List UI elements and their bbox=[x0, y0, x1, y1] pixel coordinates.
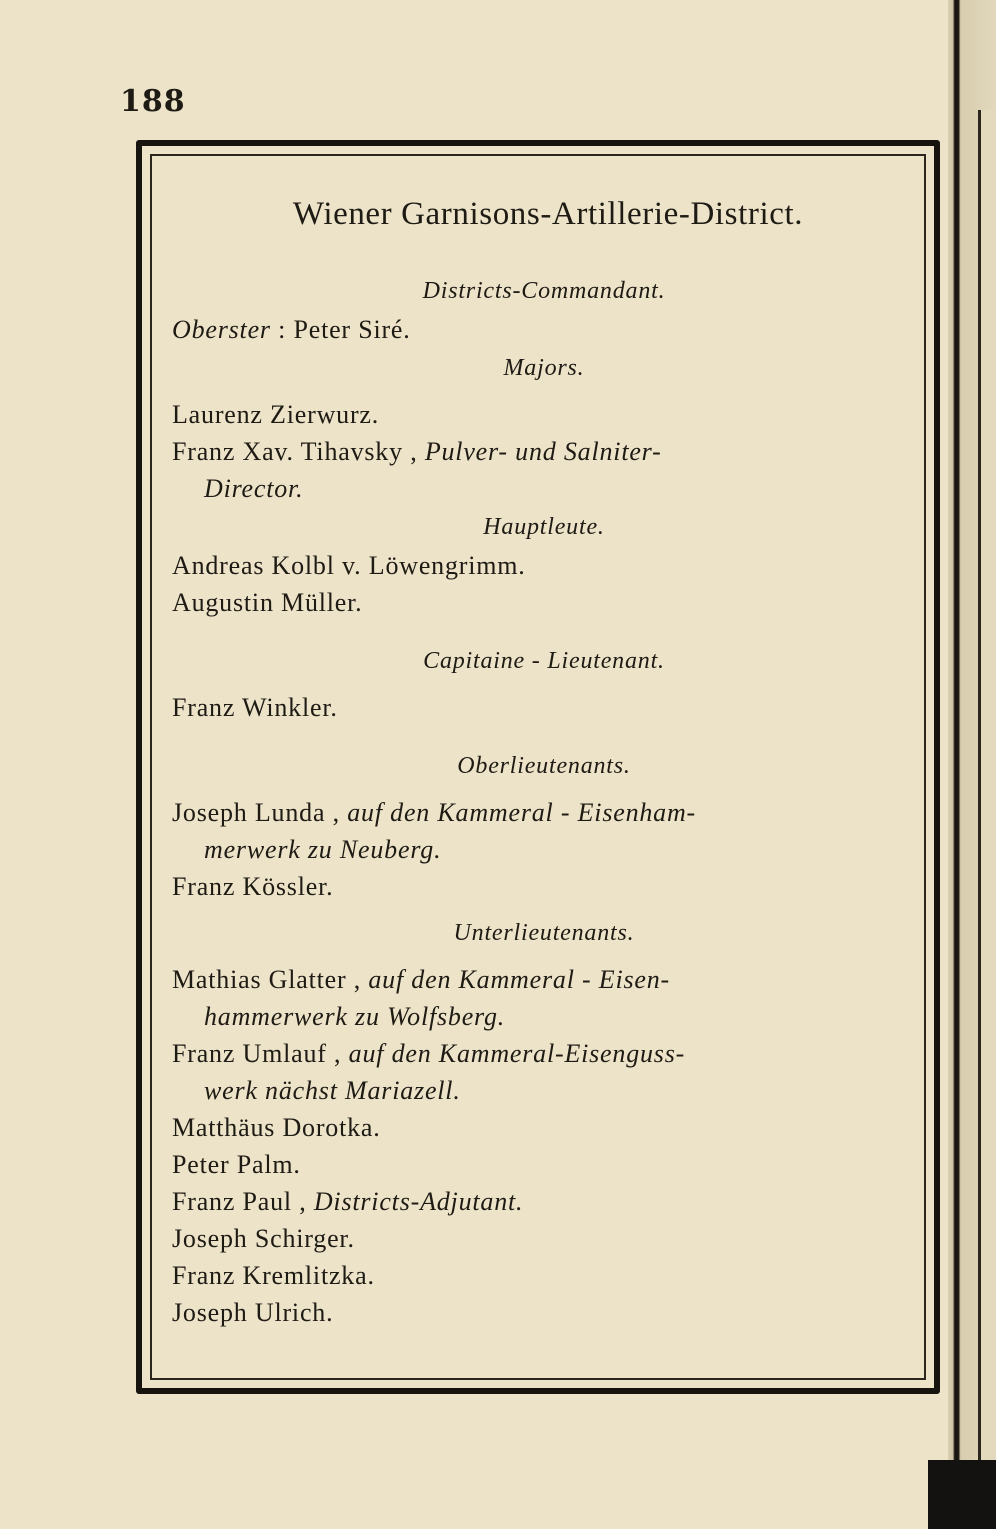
heading-oberlieutenants: Oberlieutenants. bbox=[457, 753, 631, 779]
major-entry: Laurenz Zierwurz. bbox=[172, 400, 380, 429]
facing-page-edge bbox=[978, 110, 996, 1529]
commandant-entry: Oberster : Peter Siré. bbox=[172, 315, 411, 344]
unterlieutenant-entry: Joseph Ulrich. bbox=[172, 1298, 334, 1327]
oberlieutenant-note-continued: merwerk zu Neuberg. bbox=[204, 835, 442, 864]
page-number: 188 bbox=[120, 84, 186, 119]
unterlieutenant-note-continued: werk nächst Mariazell. bbox=[204, 1076, 461, 1105]
adjutant-note: Districts-Adjutant. bbox=[313, 1187, 524, 1216]
unterlieutenant-note-continued: hammerwerk zu Wolfsberg. bbox=[204, 1002, 506, 1031]
heading-majors: Majors. bbox=[503, 355, 585, 381]
unterlieutenant-note: auf den Kammeral-Eisenguss- bbox=[348, 1039, 686, 1068]
heading-hauptleute: Hauptleute. bbox=[483, 514, 605, 540]
oberlieutenant-name: Joseph Lunda , bbox=[172, 798, 340, 827]
heading-capitaine-lieutenant: Capitaine - Lieutenant. bbox=[423, 648, 665, 674]
unterlieutenant-name: Mathias Glatter , bbox=[172, 965, 362, 994]
major-note: Pulver- und Salniter- bbox=[424, 437, 662, 466]
unterlieutenant-name: Franz Paul , bbox=[172, 1187, 307, 1216]
oberlieutenant-entry bbox=[172, 794, 916, 831]
major-entry bbox=[172, 433, 916, 470]
roster-content bbox=[172, 196, 916, 1331]
unterlieutenant-entry: Peter Palm. bbox=[172, 1150, 301, 1179]
rank-label: Oberster bbox=[172, 315, 271, 344]
unterlieutenant-entry: Franz Kremlitzka. bbox=[172, 1261, 375, 1290]
heading-commandant: Districts-Commandant. bbox=[422, 278, 666, 304]
unterlieutenant-entry bbox=[172, 1183, 916, 1220]
major-note-continued: Director. bbox=[204, 474, 304, 503]
unterlieutenant-entry bbox=[172, 961, 916, 998]
unterlieutenant-entry: Joseph Schirger. bbox=[172, 1224, 355, 1253]
capitaine-entry: Franz Winkler. bbox=[172, 693, 338, 722]
unterlieutenant-name: Franz Umlauf , bbox=[172, 1039, 342, 1068]
unterlieutenant-entry: Matthäus Dorotka. bbox=[172, 1113, 381, 1142]
commandant-name: Peter Siré. bbox=[293, 315, 411, 344]
heading-unterlieutenants: Unterlieutenants. bbox=[453, 920, 635, 946]
page-title: Wiener Garnisons-Artillerie-District. bbox=[292, 196, 804, 232]
hauptmann-entry: Andreas Kolbl v. Löwengrimm. bbox=[172, 551, 526, 580]
oberlieutenant-note: auf den Kammeral - Eisenham- bbox=[347, 798, 697, 827]
hauptmann-entry: Augustin Müller. bbox=[172, 588, 363, 617]
corner-shadow bbox=[928, 1460, 996, 1529]
oberlieutenant-entry: Franz Kössler. bbox=[172, 872, 334, 901]
unterlieutenant-note: auf den Kammeral - Eisen- bbox=[368, 965, 670, 994]
unterlieutenant-entry bbox=[172, 1035, 916, 1072]
major-name: Franz Xav. Tihavsky , bbox=[172, 437, 418, 466]
